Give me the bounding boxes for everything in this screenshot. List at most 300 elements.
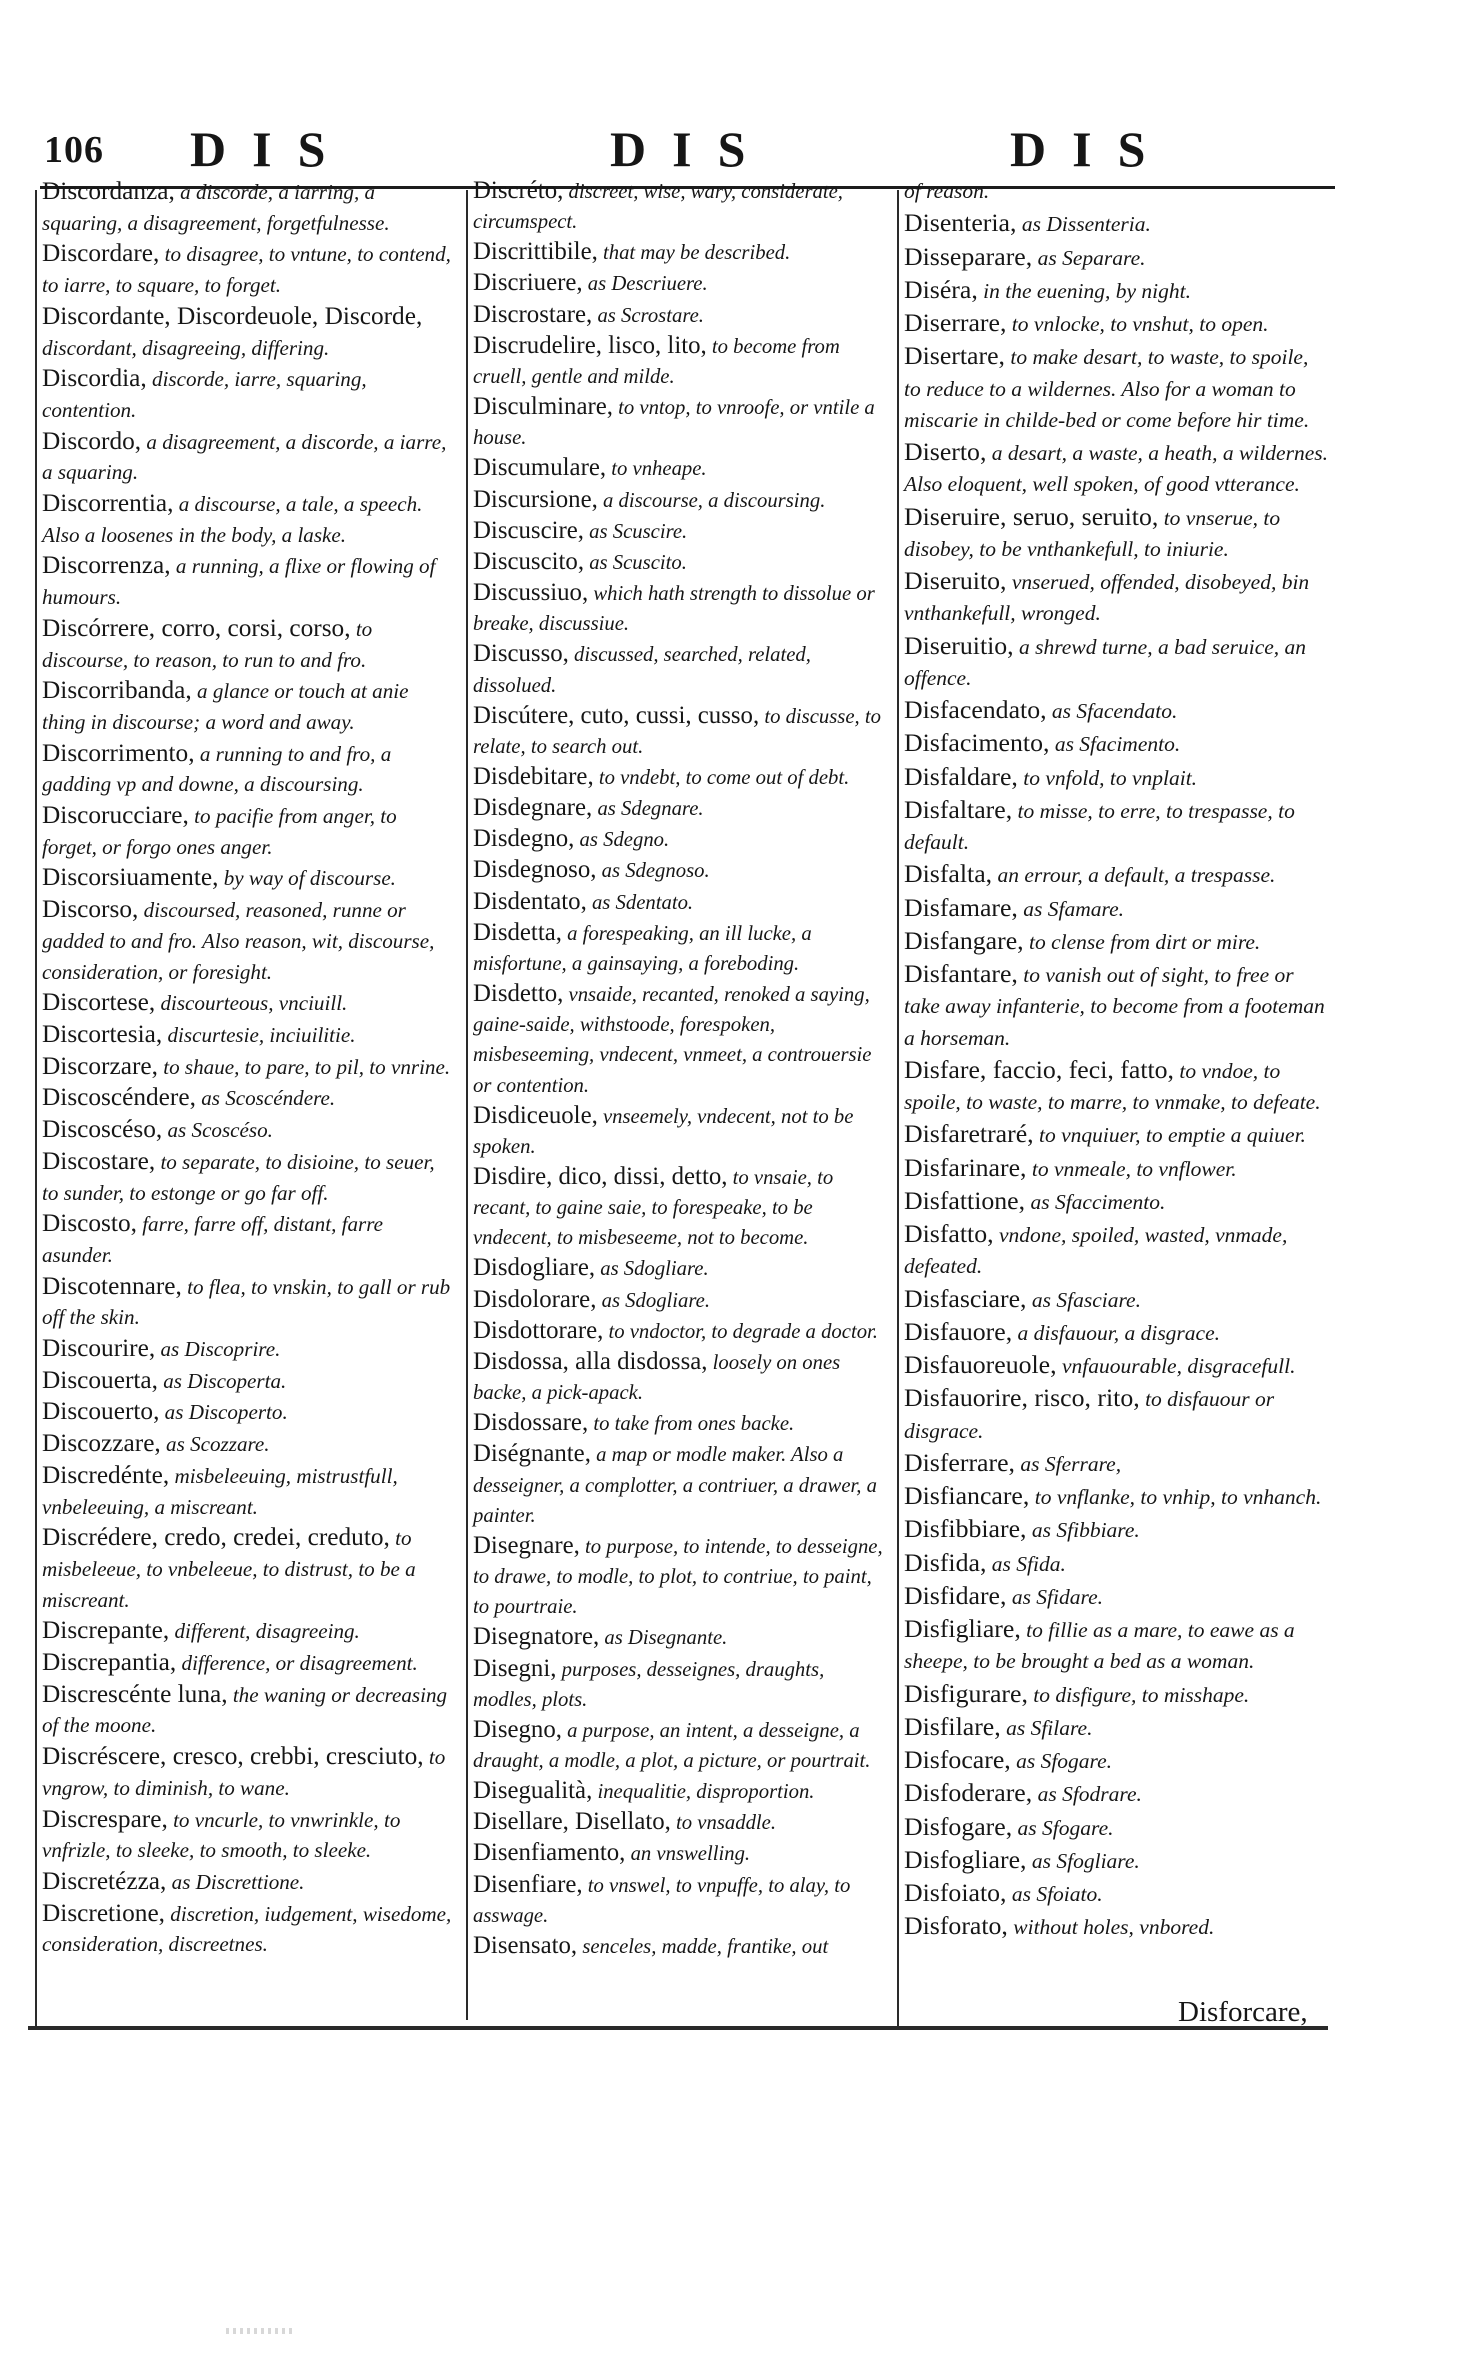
entry-headword: Discosto, [42, 1209, 137, 1238]
entry-headword: Disfibbiare, [904, 1514, 1027, 1544]
entry-definition: a discourse, a tale, a speech. Also a loosenes in the body, a laske. [42, 492, 423, 547]
dictionary-entry [904, 1678, 1328, 1711]
entry-headword: Disdegnare, [473, 794, 593, 822]
dictionary-entry [473, 1162, 887, 1253]
dictionary-entry [904, 1844, 1328, 1877]
entry-definition: as Sdogliare. [596, 1289, 711, 1312]
entry-headword: Discórrere, corro, corsi, corso, [42, 613, 351, 642]
dictionary-entry [904, 1054, 1328, 1119]
entry-headword: Discouerta, [42, 1365, 158, 1394]
dictionary-entry [904, 207, 1328, 240]
entry-headword: Discordo, [42, 426, 142, 455]
entry-definition: discordant, disagreeing, differing. [42, 335, 330, 360]
entry-headword: Disdiceuole, [473, 1101, 598, 1129]
dictionary-entry [42, 1333, 456, 1365]
dictionary-entry [904, 727, 1328, 760]
entry-headword: Disfare, faccio, feci, fatto, [904, 1054, 1174, 1084]
entry-definition: as Descriuere. [582, 273, 708, 296]
entry-definition: by way of discourse. [218, 866, 396, 891]
dictionary-entry [904, 274, 1328, 307]
entry-definition: as Sdegno. [574, 829, 670, 852]
entry-definition: as Sdentato. [586, 891, 694, 914]
entry-headword: Disfigliare, [904, 1614, 1021, 1643]
entry-definition: difference, or disagreement. [176, 1651, 418, 1676]
entry-definition: as Sfoiato. [1006, 1882, 1103, 1906]
dictionary-entry [904, 694, 1328, 727]
entry-definition: to clense from dirt or mire. [1023, 929, 1261, 954]
entry-definition: farre, farre off, distant, farre asunder. [42, 1212, 384, 1267]
entry-definition: as Sfogare. [1010, 1749, 1113, 1773]
entry-definition: vnsaide, recanted, renoked a saying, gaine-saide, withstoode, forespoken, misbeseeming, vndecent, vnmeet, a controuersie or contention. [473, 984, 872, 1097]
dictionary-entry [473, 1715, 887, 1776]
entry-definition: as Disegnante. [599, 1627, 728, 1650]
entry-definition: discretion, iudgement, wisedome, consideration, discreetnes. [42, 1901, 452, 1957]
entry-definition: to purpose, to intende, to desseigne, to drawe, to modle, to plot, to contriue, to paint, to pourtraie. [473, 1535, 883, 1619]
entry-definition: as Sfidare. [1006, 1584, 1103, 1609]
entry-headword: Disfigurare, [904, 1678, 1028, 1708]
entry-headword: Diséra, [904, 274, 978, 304]
entry-definition: without holes, vnbored. [1007, 1915, 1215, 1940]
dictionary-entry [473, 1870, 887, 1931]
entry-headword: Disdossare, [473, 1409, 589, 1437]
dictionary-entry [42, 1647, 456, 1679]
print-smudge [226, 2328, 292, 2334]
dictionary-entry [473, 1439, 887, 1530]
entry-definition: to vnsaie, to recant, to gaine saie, to forespeake, to be vndecent, to misbeseeme, not to become. [473, 1167, 834, 1250]
entry-definition: to vngrow, to diminish, to wane. [42, 1745, 446, 1800]
entry-definition: discurtesie, inciuilitie. [162, 1022, 356, 1047]
entry-headword: Discretézza, [42, 1866, 167, 1895]
dictionary-entry [42, 1898, 456, 1960]
dictionary-entry [473, 547, 887, 578]
dictionary-entry [42, 1208, 456, 1270]
entry-definition: as Separare. [1032, 245, 1146, 270]
dictionary-entry [904, 1152, 1328, 1185]
entry-definition: vnfauourable, disgracefull. [1056, 1354, 1296, 1378]
dictionary-entry [904, 858, 1328, 891]
entry-headword: Discorzare, [42, 1051, 158, 1080]
entry-definition: to vanish out of sight, to free or take away infanterie, to become from a footeman a horseman. [904, 963, 1325, 1050]
entry-headword: Discrittibile, [473, 238, 598, 266]
entry-headword: Disfogliare, [904, 1844, 1027, 1874]
entry-definition: to vnfold, to vnplait. [1017, 765, 1198, 790]
entry-definition: to vntop, to vnroofe, or vntile a house. [473, 397, 875, 450]
entry-headword: Discozzare, [42, 1429, 161, 1458]
entry-headword: Discorsiuamente, [42, 863, 219, 892]
dictionary-entry [473, 331, 887, 392]
entry-definition: as Scozzare. [160, 1432, 270, 1457]
entry-definition: as Sfogliare. [1026, 1848, 1140, 1873]
entry-headword: Disfauorire, risco, rito, [904, 1383, 1140, 1413]
dictionary-entry [904, 1447, 1328, 1480]
entry-headword: Disfaldare, [904, 761, 1018, 791]
entry-headword: Diserrare, [904, 308, 1007, 337]
page-number: 106 [44, 129, 104, 171]
dictionary-entry [904, 958, 1328, 1054]
entry-definition: to vndoe, to spoile, to waste, to marre, to vnmake, to defeate. [904, 1058, 1321, 1114]
entry-definition: to pacifie from anger, to forget, or forgo ones anger. [42, 804, 397, 859]
entry-definition: to vnswel, to vnpuffe, to alay, to asswage. [473, 1874, 851, 1927]
dictionary-entry [42, 987, 456, 1019]
dictionary-entry [904, 1877, 1328, 1910]
entry-headword: Disellare, Disellato, [473, 1808, 671, 1836]
entry-headword: Discrespare, [42, 1804, 168, 1833]
dictionary-entry [473, 453, 887, 484]
entry-headword: Disdentato, [473, 887, 587, 915]
entry-definition: discussed, searched, related, dissolued. [473, 644, 811, 697]
dictionary-entry [42, 426, 456, 488]
entry-headword: Discourire, [42, 1334, 156, 1363]
entry-headword: Discorso, [42, 895, 139, 924]
dictionary-entry [473, 1531, 887, 1622]
entry-headword: Discrescénte luna, [42, 1679, 228, 1708]
entry-definition: of reason. [904, 179, 990, 203]
dictionary-entry [42, 176, 456, 238]
dictionary-entry [42, 301, 456, 363]
entry-definition: to vnheape. [606, 458, 707, 481]
entry-headword: Discordia, [42, 364, 147, 393]
dictionary-entry [904, 1316, 1328, 1349]
entry-definition: to vnmeale, to vnflower. [1026, 1156, 1237, 1181]
entry-definition: loosely on ones backe, a pick-apack. [473, 1351, 841, 1405]
entry-definition: discorde, iarre, squaring, contention. [42, 367, 367, 422]
dictionary-entry [473, 516, 887, 547]
dictionary-entry [473, 1654, 887, 1715]
entry-definition: in the euening, by night. [977, 278, 1191, 303]
column-1 [42, 176, 456, 1960]
dictionary-entry [904, 925, 1328, 958]
entry-definition: to separate, to disioine, to seuer, to sunder, to estonge or go far off. [42, 1149, 435, 1205]
dictionary-entry [42, 1804, 456, 1866]
dictionary-entry [904, 1547, 1328, 1580]
dictionary-entry [42, 1114, 456, 1146]
dictionary-entry [473, 1316, 887, 1347]
entry-headword: Discussiuo, [473, 579, 589, 607]
dictionary-entry [904, 1910, 1328, 1943]
entry-headword: Disfaltare, [904, 794, 1013, 824]
entry-definition: to disfauour or disgrace. [904, 1387, 1275, 1443]
dictionary-entry [42, 363, 456, 425]
running-head-center: DIS [610, 121, 772, 177]
entry-definition: as Sfacimento. [1049, 732, 1181, 757]
entry-headword: Disegualità, [473, 1777, 593, 1805]
entry-headword: Discorrenza, [42, 551, 171, 580]
entry-headword: Discretione, [42, 1898, 166, 1927]
entry-headword: Disseparare, [904, 241, 1033, 271]
entry-headword: Discortese, [42, 988, 156, 1017]
entry-definition: to vnquiuer, to emptie a quiuer. [1033, 1123, 1306, 1148]
entry-headword: Disdetta, [473, 918, 562, 946]
dictionary-entry [473, 1285, 887, 1316]
entry-headword: Disfida, [904, 1547, 987, 1577]
entry-definition: as Scoscéndere. [195, 1086, 336, 1111]
entry-definition: which hath strength to dissolue or breake, discussiue. [473, 583, 875, 636]
entry-headword: Disfilare, [904, 1711, 1001, 1741]
entry-headword: Discostare, [42, 1146, 156, 1175]
dictionary-entry [42, 738, 456, 800]
entry-definition: an errour, a default, a trespasse. [992, 863, 1276, 888]
entry-headword: Disdegno, [473, 825, 575, 853]
entry-definition: to discourse, to reason, to run to and fro. [42, 616, 373, 672]
entry-headword: Diségnante, [473, 1440, 591, 1468]
entry-definition: as Scrostare. [592, 304, 704, 327]
entry-definition: to disagree, to vntune, to contend, to iarre, to square, to forget. [42, 242, 451, 298]
entry-headword: Disfacimento, [904, 728, 1050, 758]
entry-headword: Disfauore, [904, 1316, 1013, 1346]
column-3 [904, 176, 1328, 1944]
entry-headword: Disfacendato, [904, 695, 1047, 724]
dictionary-entry [473, 887, 887, 918]
entry-headword: Diseruire, seruo, seruito, [904, 501, 1159, 531]
dictionary-entry [42, 488, 456, 550]
entry-headword: Disdire, dico, dissi, detto, [473, 1163, 728, 1190]
entry-headword: Disdossa, alla disdossa, [473, 1347, 708, 1375]
entry-headword: Discrédere, credo, credei, creduto, [42, 1523, 390, 1552]
dictionary-entry [904, 1580, 1328, 1613]
dictionary-entry [904, 1382, 1328, 1447]
entry-headword: Disferrare, [904, 1447, 1015, 1477]
entry-headword: Disfauoreuole, [904, 1350, 1057, 1379]
entry-headword: Disfasciare, [904, 1283, 1027, 1313]
entry-definition: as Sdegnare. [592, 798, 704, 821]
entry-definition: misbeleeuing, mistrustfull, vnbeleeuing, a miscreant. [42, 1463, 398, 1519]
entry-definition: as Discoperto. [159, 1400, 288, 1425]
entry-headword: Diserto, [904, 437, 987, 466]
running-head-right: DIS [1010, 121, 1172, 177]
entry-headword: Disdottorare, [473, 1316, 604, 1344]
entry-headword: Discursione, [473, 485, 598, 513]
entry-definition: as Discrettione. [166, 1869, 305, 1894]
dictionary-entry [42, 1082, 456, 1114]
entry-definition: as Sfogare. [1012, 1815, 1114, 1840]
entry-headword: Disdegnoso, [473, 856, 597, 884]
entry-definition: as Sferrare, [1015, 1451, 1122, 1476]
entry-definition: to fillie as a mare, to eawe as a sheepe, to be brought a bed as a woman. [904, 1618, 1295, 1674]
entry-headword: Disdetto, [473, 980, 564, 1008]
dictionary-entry [42, 1615, 456, 1647]
entry-definition: as Discoprire. [155, 1337, 281, 1362]
dictionary-entry [904, 1480, 1328, 1513]
dictionary-entry [473, 762, 887, 793]
entry-headword: Disfogare, [904, 1811, 1013, 1841]
dictionary-entry [904, 1777, 1328, 1810]
entry-definition: discreet, wise, wary, considerate, circumspect. [473, 181, 843, 234]
dictionary-entry [904, 794, 1328, 859]
dictionary-entry [904, 1744, 1328, 1777]
dictionary-entry [473, 1101, 887, 1162]
entry-headword: Disegnare, [473, 1531, 580, 1559]
entry-definition: a purpose, an intent, a desseigne, a draught, a modle, a plot, a picture, or pourtrait. [473, 1719, 871, 1772]
column-divider-2 [897, 190, 899, 2030]
entry-headword: Diseruitio, [904, 630, 1014, 660]
entry-headword: Discútere, cuto, cussi, cusso, [473, 701, 760, 729]
dictionary-entry [42, 1679, 456, 1741]
entry-headword: Discrudelire, lisco, lito, [473, 331, 707, 359]
entry-definition: a discourse, a discoursing. [597, 489, 826, 512]
entry-headword: Discuscire, [473, 516, 584, 544]
entry-headword: Disegno, [473, 1715, 562, 1743]
entry-definition: as Sdogliare. [595, 1258, 709, 1281]
dictionary-entry [473, 176, 887, 237]
entry-headword: Discusso, [473, 640, 569, 668]
entry-definition: to vnlocke, to vnshut, to open. [1006, 312, 1269, 336]
dictionary-entry [904, 1185, 1328, 1218]
entry-headword: Disertare, [904, 341, 1005, 371]
entry-headword: Disforato, [904, 1911, 1008, 1941]
dictionary-entry [42, 800, 456, 862]
dictionary-entry [904, 241, 1328, 274]
entry-headword: Disenfiare, [473, 1870, 583, 1898]
entry-headword: Disenfiamento, [473, 1839, 626, 1867]
entry-definition: to vnsaddle. [670, 1812, 777, 1835]
entry-definition: to shaue, to pare, to pil, to vnrine. [157, 1054, 451, 1079]
entry-definition: discourteous, vnciuill. [155, 991, 348, 1016]
dictionary-entry [904, 307, 1328, 340]
entry-definition: as Dissenteria. [1016, 212, 1151, 237]
entry-definition: inequalitie, disproportion. [592, 1781, 815, 1804]
entry-definition: to vnserue, to disobey, to be vnthankefull, to iniurie. [904, 505, 1281, 561]
entry-headword: Discorrentia, [42, 489, 174, 518]
catchword: Disforcare, [1178, 1996, 1308, 2028]
entry-definition: a map or modle maker. Also a desseigner, a complotter, a contriuer, a drawer, a painter. [473, 1444, 877, 1527]
entry-headword: Discoscéso, [42, 1115, 163, 1144]
dictionary-entry [904, 565, 1328, 630]
entry-headword: Disfangare, [904, 925, 1024, 955]
entry-definition: different, disagreeing. [169, 1619, 360, 1644]
entry-headword: Disfoderare, [904, 1778, 1033, 1808]
dictionary-entry [473, 918, 887, 979]
entry-headword: Discouerto, [42, 1397, 160, 1426]
footer-rule [28, 2026, 1328, 2030]
entry-headword: Discriuere, [473, 269, 583, 297]
entry-definition: as Sfida. [986, 1551, 1066, 1576]
dictionary-entry [42, 238, 456, 300]
entry-headword: Discorrimento, [42, 738, 195, 767]
dictionary-entry [473, 1807, 887, 1838]
entry-definition: a disfauour, a disgrace. [1012, 1320, 1221, 1345]
entry-headword: Disfoiato, [904, 1878, 1007, 1907]
dictionary-entry [904, 1711, 1328, 1744]
dictionary-entry [904, 1218, 1328, 1283]
entry-headword: Diseruito, [904, 566, 1007, 595]
dictionary-entry [473, 824, 887, 855]
dictionary-entry [904, 436, 1328, 501]
entry-definition: to vncurle, to vnwrinkle, to vnfrizle, to sleeke, to smooth, to sleeke. [42, 1807, 401, 1863]
entry-definition: a discorde, a iarring, a squaring, a disagreement, forgetfulnesse. [42, 180, 390, 235]
entry-definition: to take from ones backe. [588, 1413, 795, 1436]
entry-headword: Discrepantia, [42, 1648, 177, 1677]
dictionary-entry [904, 501, 1328, 566]
dictionary-entry [42, 894, 456, 987]
entry-definition: as Sfacendato. [1046, 699, 1178, 723]
dictionary-entry [904, 1811, 1328, 1844]
dictionary-entry [904, 176, 1328, 207]
entry-definition: the waning or decreasing of the moone. [42, 1682, 448, 1738]
dictionary-entry [42, 1866, 456, 1898]
entry-headword: Discorucciare, [42, 801, 189, 830]
entry-definition: purposes, desseignes, draughts, modles, plots. [473, 1658, 825, 1711]
dictionary-entry [473, 793, 887, 824]
entry-headword: Disfatto, [904, 1219, 994, 1248]
dictionary-entry [42, 675, 456, 737]
entry-headword: Disfantare, [904, 959, 1018, 988]
dictionary-entry [42, 862, 456, 894]
dictionary-entry [42, 1396, 456, 1428]
entry-definition: to vndebt, to come out of debt. [593, 766, 850, 789]
entry-headword: Disegnatore, [473, 1623, 600, 1651]
entry-definition: vnserued, offended, disobeyed, bin vnthankefull, wronged. [904, 570, 1310, 626]
left-margin-rule [35, 190, 37, 2028]
entry-headword: Disfamare, [904, 892, 1018, 922]
entry-definition: a disagreement, a discorde, a iarre, a squaring. [42, 429, 447, 485]
dictionary-entry [904, 1613, 1328, 1678]
dictionary-entry [904, 1513, 1328, 1546]
dictionary-entry [473, 1838, 887, 1869]
entry-definition: to disfigure, to misshape. [1027, 1682, 1250, 1707]
dictionary-entry [904, 1283, 1328, 1316]
entry-definition: as Discoperta. [157, 1368, 287, 1393]
entry-definition: a shrewd turne, a bad seruice, an offence. [904, 634, 1307, 690]
entry-headword: Disfalta, [904, 859, 993, 889]
dictionary-entry [473, 855, 887, 886]
entry-definition: vndone, spoiled, wasted, vnmade, defeated. [904, 1223, 1288, 1279]
dictionary-entry [473, 268, 887, 299]
dictionary-entry [42, 1428, 456, 1460]
dictionary-entry [42, 1741, 456, 1803]
entry-definition: that may be described. [597, 242, 791, 265]
dictionary-entry [904, 761, 1328, 794]
entry-definition: as Sfaccimento. [1025, 1189, 1166, 1214]
entry-definition: a running, a flixe or flowing of humours. [42, 554, 436, 610]
entry-headword: Disfattione, [904, 1185, 1026, 1215]
entry-definition: as Scoscéso. [162, 1118, 273, 1143]
dictionary-entry [473, 1776, 887, 1807]
dictionary-entry [473, 237, 887, 268]
entry-definition: to misbeleeue, to vnbeleeue, to distrust, to be a miscreant. [42, 1526, 416, 1612]
entry-headword: Discrostare, [473, 300, 593, 328]
entry-definition: as Sfilare. [1000, 1715, 1093, 1740]
dictionary-entry [473, 1347, 887, 1408]
entry-headword: Discordare, [42, 239, 160, 268]
entry-definition: as Sfamare. [1017, 896, 1124, 921]
dictionary-entry [42, 613, 456, 675]
dictionary-entry [42, 1019, 456, 1051]
dictionary-entry [473, 639, 887, 700]
dictionary-entry [904, 630, 1328, 695]
entry-definition: a glance or touch at anie thing in discourse; a word and away. [42, 679, 409, 734]
entry-definition: vnseemely, vndecent, not to be spoken. [473, 1105, 854, 1158]
dictionary-entry [42, 1460, 456, 1522]
entry-definition: to make desart, to waste, to spoile, to reduce to a wildernes. Also for a woman to miscarie in childe-bed or come before hir time. [904, 345, 1310, 432]
entry-definition: discoursed, reasoned, runne or gadded to and fro. Also reason, wit, discourse, consideration, or foresight. [42, 898, 435, 984]
dictionary-entry [473, 392, 887, 453]
dictionary-entry [42, 1522, 456, 1615]
entry-definition: as Sfasciare. [1026, 1287, 1141, 1312]
entry-definition: senceles, madde, frantike, out [577, 1935, 829, 1958]
entry-headword: Disdolorare, [473, 1285, 597, 1313]
entry-headword: Disfiancare, [904, 1481, 1030, 1510]
entry-headword: Disfaretraré, [904, 1119, 1034, 1149]
dictionary-entry [473, 1408, 887, 1439]
dictionary-entry [473, 1253, 887, 1284]
dictionary-entry [473, 485, 887, 516]
entry-definition: as Sfodrare. [1032, 1782, 1142, 1807]
dictionary-entry [473, 578, 887, 639]
dictionary-entry [473, 1931, 887, 1962]
dictionary-entry [473, 979, 887, 1101]
entry-headword: Discotennare, [42, 1271, 182, 1300]
dictionary-entry [904, 1118, 1328, 1151]
